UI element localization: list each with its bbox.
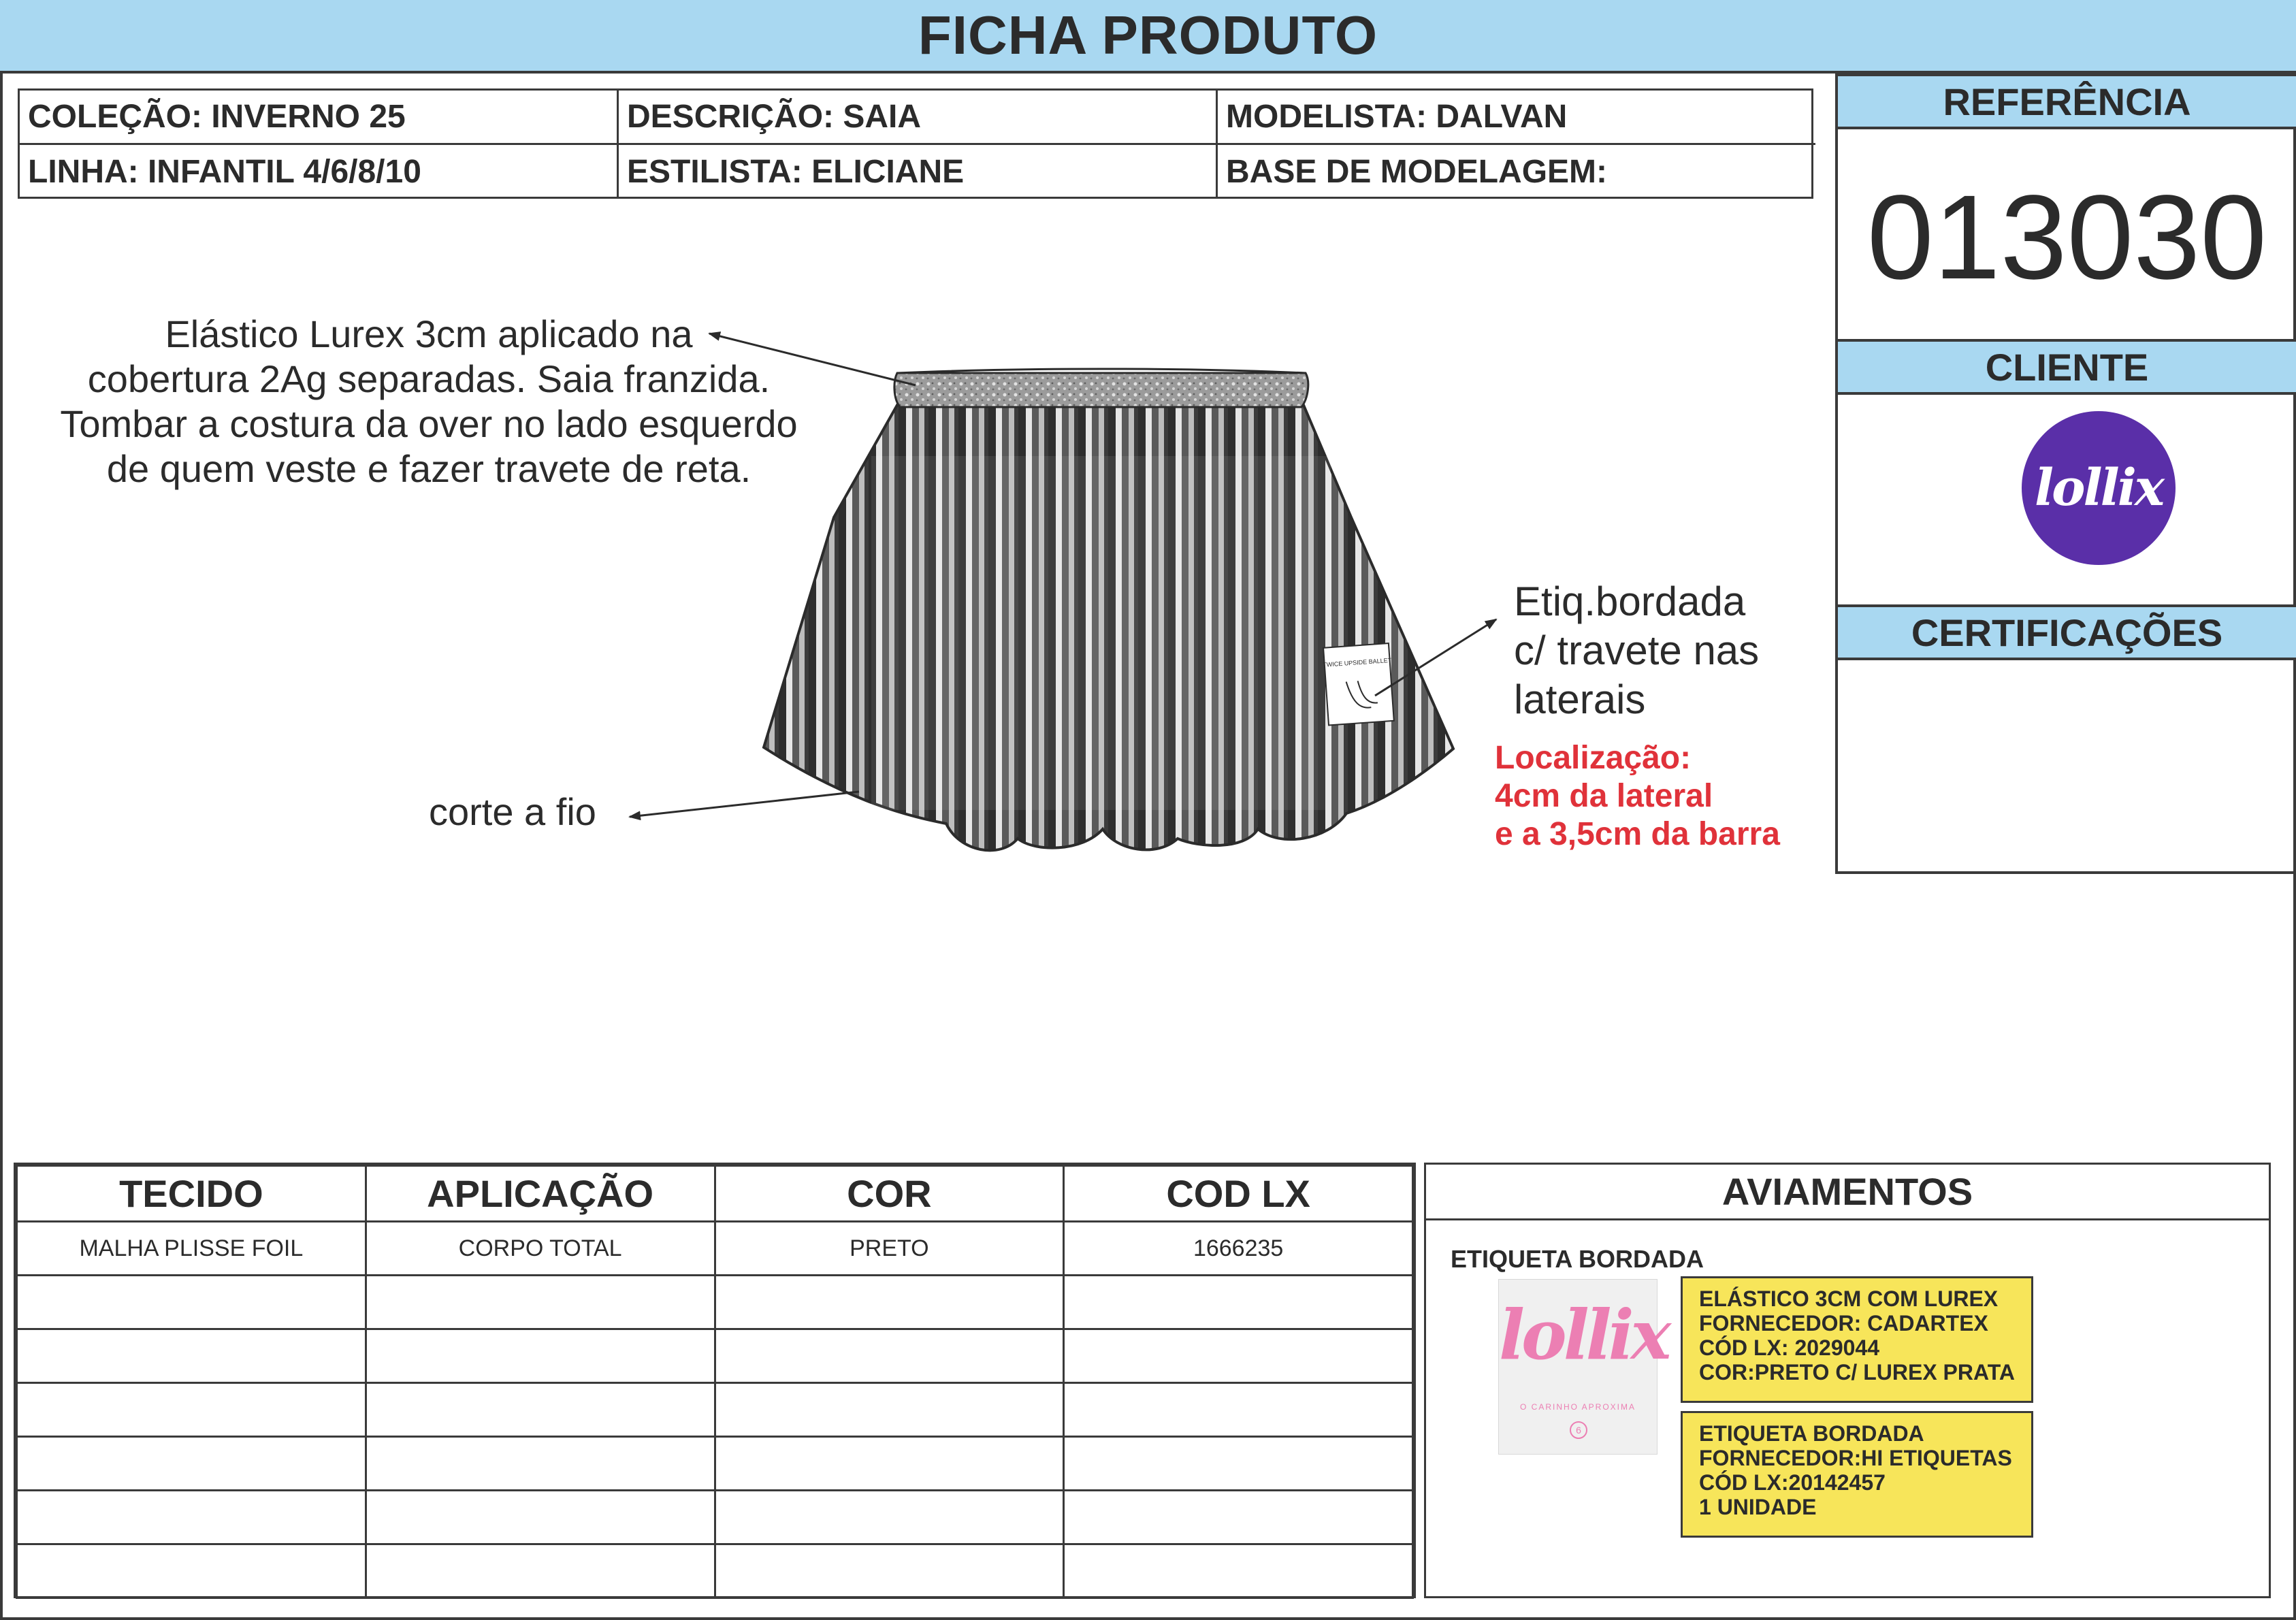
fabric-table: [14, 1163, 1416, 1598]
table-cell: [715, 1383, 1064, 1437]
table-cell: [366, 1276, 715, 1329]
etiqueta-bordada-label: ETIQUETA BORDADA: [1451, 1245, 1704, 1273]
elastic-note-line: de quem veste e fazer travete de reta.: [106, 447, 751, 490]
referencia-header: REFERÊNCIA: [1838, 74, 2296, 129]
trim-line: FORNECEDOR:HI ETIQUETAS: [1699, 1446, 2012, 1470]
elastic-note-line: cobertura 2Ag separadas. Saia franzida.: [87, 357, 771, 400]
colecao-field: COLEÇÃO: INVERNO 25: [20, 91, 619, 145]
lurex-waistband: [894, 373, 1308, 407]
table-cell: PRETO: [715, 1222, 1064, 1276]
table-cell: [715, 1276, 1064, 1329]
table-cell: [1064, 1544, 1413, 1598]
table-row: [17, 1437, 1413, 1491]
tag-logo: lollix: [1499, 1295, 1668, 1375]
table-row: [17, 1222, 1413, 1276]
trim-line: CÓD LX:20142457: [1699, 1470, 1886, 1495]
table-cell: [366, 1383, 715, 1437]
table-cell: [366, 1329, 715, 1383]
cliente-header: CLIENTE: [1838, 339, 2296, 395]
table-cell: [1064, 1383, 1413, 1437]
table-cell: [366, 1437, 715, 1491]
trim-line: FORNECEDOR: CADARTEX: [1699, 1311, 1988, 1335]
header-cod-lx: COD LX: [1064, 1166, 1413, 1222]
table-cell: [366, 1491, 715, 1544]
trim-line: 1 UNIDADE: [1699, 1495, 1817, 1519]
table-cell: [715, 1437, 1064, 1491]
trim-line: COR:PRETO C/ LUREX PRATA: [1699, 1360, 2016, 1384]
table-cell: [715, 1329, 1064, 1383]
table-row: [17, 1329, 1413, 1383]
table-cell: [1064, 1276, 1413, 1329]
label-trim-card: [1681, 1411, 2033, 1538]
client-logo-text: lollix: [2035, 459, 2163, 517]
table-cell: CORPO TOTAL: [366, 1222, 715, 1276]
header-cor: COR: [715, 1166, 1064, 1222]
estilista-field: ESTILISTA: ELICIANE: [619, 145, 1218, 199]
table-cell: [17, 1276, 366, 1329]
location-note-line: 4cm da lateral: [1495, 778, 1713, 814]
fabric-table-header-row: [17, 1166, 1413, 1222]
aviamentos-panel: [1424, 1163, 2271, 1598]
label-note-line: c/ travete nas: [1514, 628, 1760, 673]
aviamentos-title: AVIAMENTOS: [1426, 1165, 2269, 1220]
table-row: [17, 1544, 1413, 1598]
linha-field: LINHA: INFANTIL 4/6/8/10: [20, 145, 619, 199]
skirt-upper-layer: [871, 456, 1331, 810]
base-modelagem-field: BASE DE MODELAGEM:: [1226, 154, 1608, 190]
tag-tagline: O CARINHO APROXIMA: [1519, 1402, 1636, 1412]
elastic-note: [20, 312, 837, 491]
header-aplicacao: APLICAÇÃO: [366, 1166, 715, 1222]
table-cell: [366, 1544, 715, 1598]
table-cell: [1064, 1491, 1413, 1544]
table-cell: [1064, 1329, 1413, 1383]
table-row: [17, 1491, 1413, 1544]
label-note-line: laterais: [1514, 677, 1646, 722]
table-cell: [17, 1544, 366, 1598]
table-cell: [17, 1491, 366, 1544]
table-cell: MALHA PLISSE FOIL: [17, 1222, 366, 1276]
arrow-cut: [630, 792, 859, 817]
embroidered-label-image: [1498, 1279, 1668, 1455]
table-cell: [17, 1329, 366, 1383]
page-title: FICHA PRODUTO: [918, 5, 1378, 65]
table-cell: [1064, 1437, 1413, 1491]
table-cell: [715, 1544, 1064, 1598]
table-cell: [715, 1491, 1064, 1544]
location-note-line: Localização:: [1495, 740, 1692, 776]
location-note-line: e a 3,5cm da barra: [1495, 816, 1780, 852]
trim-line: ELÁSTICO 3CM COM LUREX: [1699, 1286, 1999, 1311]
modelista-field: MODELISTA: DALVAN: [1218, 91, 1815, 145]
table-cell: [17, 1437, 366, 1491]
trim-line: ETIQUETA BORDADA: [1699, 1421, 1924, 1446]
header-tecido: TECIDO: [17, 1166, 366, 1222]
location-note: [1495, 739, 1780, 854]
table-cell: [17, 1383, 366, 1437]
elastic-trim-card: [1681, 1276, 2033, 1403]
referencia-value: 013030: [1866, 171, 2267, 304]
certificacoes-header: CERTIFICAÇÕES: [1838, 604, 2296, 660]
table-cell: 1666235: [1064, 1222, 1413, 1276]
table-row: [17, 1276, 1413, 1329]
mini-tag-text: TWICE UPSIDE BALLET: [1322, 656, 1392, 668]
label-note-line: Etiq.bordada: [1514, 579, 1746, 624]
elastic-note-line: Tombar a costura da over no lado esquerdo: [60, 402, 798, 445]
trim-line: CÓD LX: 2029044: [1699, 1335, 1880, 1360]
cut-note: corte a fio: [429, 790, 596, 833]
table-row: [17, 1383, 1413, 1437]
descricao-field: DESCRIÇÃO: SAIA: [619, 91, 1218, 145]
label-note: [1514, 577, 1759, 724]
embroidered-label-mini: [1322, 643, 1396, 726]
tag-size-badge: 6: [1570, 1421, 1587, 1439]
elastic-note-line: Elástico Lurex 3cm aplicado na: [165, 312, 693, 355]
